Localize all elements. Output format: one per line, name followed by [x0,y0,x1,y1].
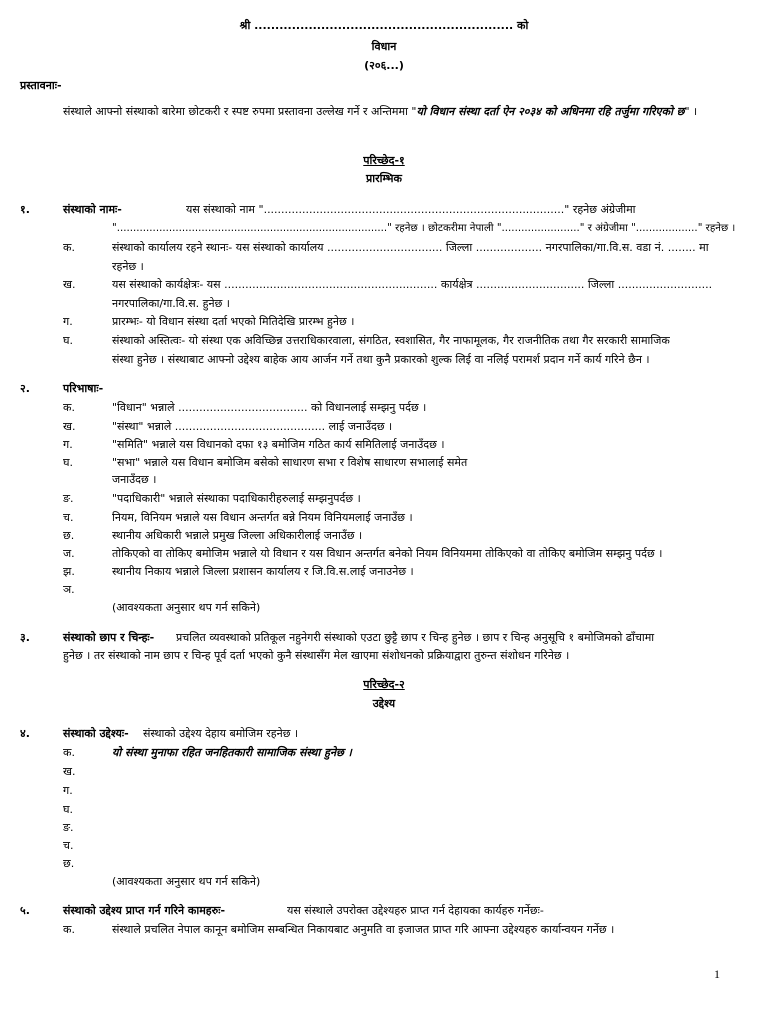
s4-item-label: घ. [63,803,73,816]
s1-item-label: क. [63,241,75,254]
s4-item-label: ग. [63,784,73,797]
s2-item-line1: स्थानीय निकाय भन्नाले जिल्ला प्रशासन कार्यालय र जि.वि.स.लाई जनाउनेछ । [112,565,414,578]
section-2-heading: परिभाषाः- [63,382,104,395]
s5-item-text: संस्थाले प्रचलित नेपाल कानून बमोजिम सम्बन्धित निकायबाट अनुमति वा इजाजत प्राप्त गरि आफ्ना उद्देश्यहरु कार्यान्वयन गर्नेछ । [112,923,615,936]
s4-item-label: क. [63,746,75,759]
s1-item-line2: नगरपालिका/गा.वि.स. हुनेछ । [112,297,230,310]
s1-item-label: ग. [63,315,73,328]
section-1-line1: यस संस्थाको नाम "......................................................................................" रहनेछ अंग्रेजीमा [186,203,636,216]
section-5-heading: संस्थाको उद्देश्य प्राप्त गर्न गरिने कामहरुः- [63,904,226,917]
preamble-text-end: " । [684,105,698,118]
s2-item-line1: नियम, विनियम भन्नाले यस विधान अन्तर्गत बन्ने नियम विनियमलाई जनाउँछ । [112,511,413,524]
s4-item-text: यो संस्था मुनाफा रहित जनहितकारी सामाजिक संस्था हुनेछ । [112,746,352,759]
s2-item-label: ख. [63,420,76,433]
s1-item-line1: संस्थाको कार्यालय रहने स्थानः- यस संस्थाको कार्यालय ................................. जिल्ला ................... नगरपालिका/गा.वि.स. वडा नं. ........ मा [112,241,709,254]
s2-item-line1: तोकिएको वा तोकिए बमोजिम भन्नाले यो विधान र यस विधान अन्तर्गत बनेको नियम विनियममा तोकिएको वा तोकिए बमोजिम सम्झनु पर्दछ । [112,547,663,560]
chapter-1-subtitle: प्रारम्भिक [366,172,402,185]
document-title: विधान [371,40,397,53]
section-3-heading: संस्थाको छाप र चिन्हः- [63,631,155,644]
section-1-number: १. [20,203,30,216]
section-2-number: २. [20,382,30,395]
organization-name-line: श्री .............................................................. को [239,19,529,32]
s2-item-label: झ. [63,565,75,578]
section-5-text: यस संस्थाले उपरोक्त उद्देश्यहरु प्राप्त गर्न देहायका कार्यहरु गर्नेछः- [287,904,544,917]
s1-item-line1: संस्थाको अस्तित्वः- यो संस्था एक अविच्छिन्न उत्तराधिकारवाला, संगठित, स्वशासित, गैर नाफामूलक, गैर राजनीतिक तथा गैर सरकारी सामाजिक [112,334,670,347]
section-1-heading: संस्थाको नामः- [63,203,122,216]
section-3-line2: हुनेछ । तर संस्थाको नाम छाप र चिन्ह पूर्व दर्ता भएको कुनै संस्थासँग मेल खाएमा संशोधनको प्रक्रियाद्वारा तुरुन्त संशोधन गरिनेछ । [63,649,570,662]
s1-item-line2: रहनेछ । [112,260,144,273]
s2-item-label: ज. [63,547,75,560]
s2-item-label: ग. [63,438,73,451]
s1-item-label: ख. [63,278,76,291]
s1-item-label: घ. [63,334,73,347]
s2-item-label: छ. [63,529,75,542]
preamble-text-start: संस्थाले आफ्नो संस्थाको बारेमा छोटकरी र स्पष्ट रुपमा प्रस्तावना उल्लेख गर्ने र अन्तिममा " [63,105,417,118]
section-4-note: (आवश्यकता अनुसार थप गर्न सकिने) [112,875,261,888]
chapter-2-title: परिच्छेद-२ [363,678,405,691]
section-5-number: ५. [20,904,30,917]
s2-item-label: ङ. [63,492,74,505]
s4-item-label: ङ. [63,821,74,834]
s4-item-label: ख. [63,765,76,778]
section-4-text: संस्थाको उद्देश्य देहाय बमोजिम रहनेछ । [143,727,299,740]
s2-item-label: च. [63,511,74,524]
section-4-number: ४. [20,727,30,740]
s4-item-label: च. [63,839,74,852]
preamble-text [20,102,735,121]
s2-item-label: ञ. [63,583,75,596]
s4-item-label: छ. [63,857,75,870]
chapter-1-title: परिच्छेद-१ [363,154,405,167]
s1-item-line2: संस्था हुनेछ । संस्थाबाट आफ्नो उद्देश्य बाहेक आय आर्जन गर्ने तथा कुनै प्रकारको शुल्क लिई वा नलिई परामर्श प्रदान गर्ने कार्य गरिने छैन । [112,353,650,366]
s2-item-label: क. [63,401,75,414]
section-3-number: ३. [20,631,30,644]
document-year: (२०६...) [364,59,404,72]
section-4-heading: संस्थाको उद्देश्यः- [63,727,129,740]
section-1-line2: "..................................................................................." रहनेछ । छोटकरीमा नेपाली "........................" र अंग्रेजीमा "..................." रहनेछ । [112,222,736,234]
s2-item-line1: "समिति" भन्नाले यस विधानको दफा १३ बमोजिम गठित कार्य समितिलाई जनाउँदछ । [112,438,445,451]
s2-item-label: घ. [63,456,73,469]
s2-item-line1: "पदाधिकारी" भन्नाले संस्थाका पदाधिकारीहरुलाई सम्झनुपर्दछ । [112,492,361,505]
section-2-note: (आवश्यकता अनुसार थप गर्न सकिने) [112,601,261,614]
preamble-heading: प्रस्तावनाः- [20,79,62,92]
page-number: 1 [714,967,720,981]
s2-item-line1: "विधान" भन्नाले ..................................... को विधानलाई सम्झनु पर्दछ । [112,401,427,414]
s2-item-line1: "सभा" भन्नाले यस विधान बमोजिम बसेको साधारण सभा र विशेष साधारण सभालाई समेत [112,456,468,469]
s2-item-line1: "संस्था" भन्नाले ........................................... लाई जनाउँदछ । [112,420,393,433]
s1-item-line1: यस संस्थाको कार्यक्षेत्रः- यस ............................................................. कार्यक्षेत्र ............................... जिल्ला ........................... [112,278,713,291]
s2-item-line2: जनाउँदछ । [112,473,157,486]
s1-item-line1: प्रारम्भः- यो विधान संस्था दर्ता भएको मितिदेखि प्रारम्भ हुनेछ । [112,315,355,328]
s2-item-line1: स्थानीय अधिकारी भन्नाले प्रमुख जिल्ला अधिकारीलाई जनाउँछ । [112,529,363,542]
chapter-2-subtitle: उद्देश्य [372,697,396,710]
section-3-line1: प्रचलित व्यवस्थाको प्रतिकूल नहुनेगरी संस्थाको एउटा छुट्टै छाप र चिन्ह हुनेछ । छाप र चिन्ह अनुसूचि १ बमोजिमको ढाँचामा [176,631,655,644]
preamble-text-bold: यो विधान संस्था दर्ता ऐन २०३४ को अधिनमा रहि तर्जुमा गरिएको छ [416,105,685,118]
s5-item-label: क. [63,923,75,936]
